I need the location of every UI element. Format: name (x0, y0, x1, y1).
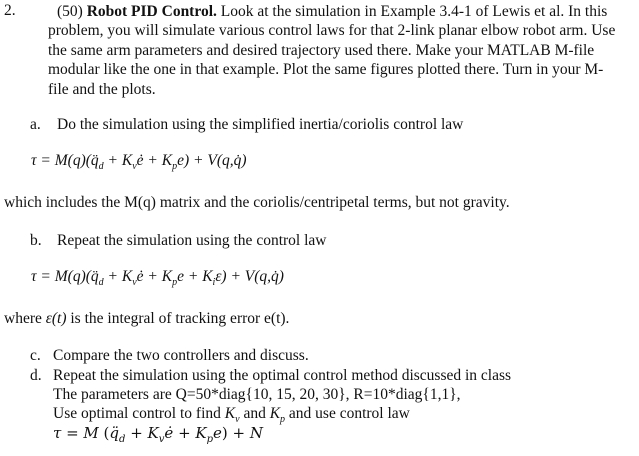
part-c-marker: c. (30, 347, 41, 364)
where-word: where (4, 310, 46, 327)
intro-line-4: modular like the one in that example. Plot the same figures plotted there. Turn in your M- (48, 61, 604, 79)
part-b-followup-rest: is the integral of tracking error e(t). (66, 310, 290, 327)
part-a-equation: $\tau = M(q)(q̈_d$ + $K_vė + K_pe$) + V(q,q̇) (31, 152, 247, 173)
intro-line-5: file and the plots. (48, 80, 156, 98)
part-c-text: Compare the two controllers and discuss. (53, 347, 309, 364)
intro-text-1: Look at the simulation in Example 3.4-1 of Lewis et al. In this (220, 3, 608, 20)
problem-number: 2. (4, 2, 16, 19)
epsilon-symbol: ε(t) (45, 310, 67, 327)
part-b-marker: b. (30, 232, 42, 249)
intro-line-1 (48, 2, 633, 21)
part-d-marker: d. (30, 367, 42, 384)
part-d-line-1: Repeat the simulation using the optimal control method discussed in class (53, 367, 512, 384)
intro-line-3: the same arm parameters and desired trajectory used there. Make your MATLAB M-file (48, 41, 595, 59)
part-a-followup: which includes the M(q) matrix and the coriolis/centripetal terms, but not gravity. (4, 194, 510, 211)
part-d-line-2: The parameters are Q=50*diag{10, 15, 20, 30}, R=10*diag{1,1}, (53, 386, 461, 403)
intro-title: Robot PID Control. (86, 3, 217, 20)
part-b-followup (4, 310, 289, 328)
part-b-text: Repeat the simulation using the control law (57, 232, 327, 249)
intro-line-2: problem, you will simulate various control laws for that 2-link planar elbow robot arm. Use (48, 22, 616, 40)
part-d-equation: τ = M ($q̈_d$ + $K_vė + K_pe) + N$ (53, 424, 264, 445)
part-b-equation: $\tau = M(q)(q̈_d$ + $K_vė + K_pe + K_i\varepsilon$) + V(q,q̇) (31, 268, 284, 289)
intro-points: (50) (57, 3, 83, 20)
part-a-marker: a. (30, 116, 41, 133)
problem-intro (48, 2, 633, 99)
part-d-line-3: Use optimal control to find $K_v$ and $K_p$ and use control law (53, 405, 410, 426)
part-a-text: Do the simulation using the simplified inertia/coriolis control law (57, 116, 464, 133)
